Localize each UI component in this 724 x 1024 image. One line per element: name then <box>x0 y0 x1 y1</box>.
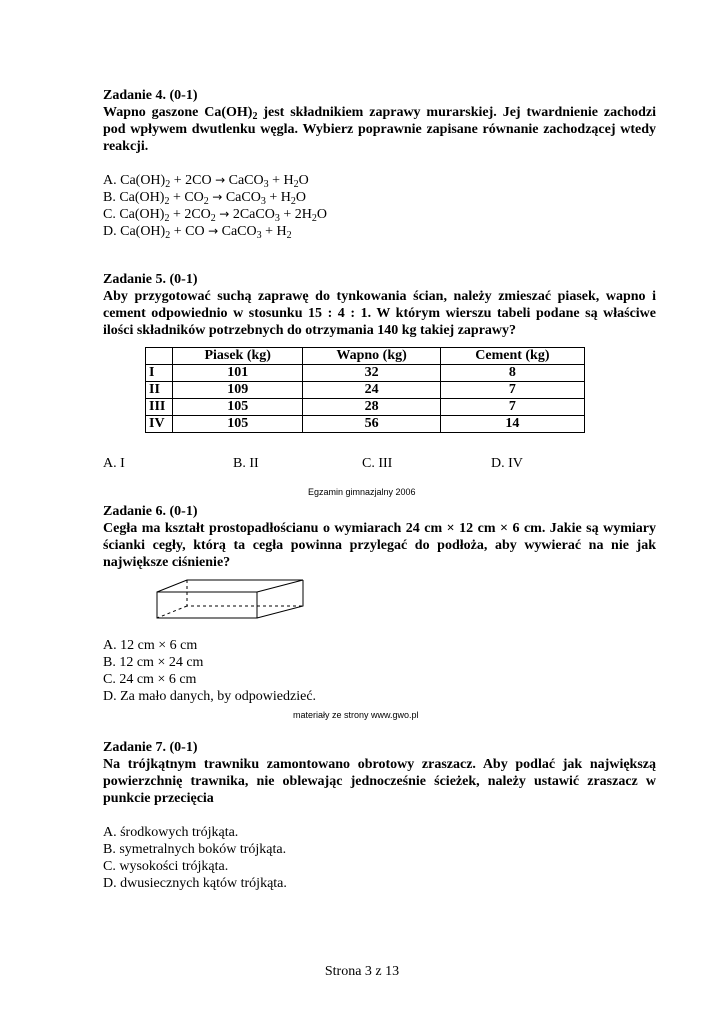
table-header: Piasek (kg) <box>173 348 303 365</box>
task-6 <box>103 503 656 571</box>
task-7-question: Na trójkątnym trawniku zamontowano obrotowy zraszacz. Aby podlać jak największą powierzchnię trawnika, nie oblewając jednocześnie ścieżek, należy ustawić zraszacz w punkcie przecięcia <box>103 757 656 806</box>
task-6-option-c: C. 24 cm × 6 cm <box>103 672 197 687</box>
task-6-question: Cegła ma kształt prostopadłościanu o wymiarach 24 cm × 12 cm × 6 cm. Jakie są wymiary ścianki cegły, którą ta cegła powinna przylegać do podłoża, aby wywierać na nie jak największe ciśnienie? <box>103 521 656 570</box>
table-header: Wapno (kg) <box>303 348 440 365</box>
table-cell: III <box>146 399 173 416</box>
table-header: Cement (kg) <box>440 348 584 365</box>
q4-sub: 2 <box>252 111 258 122</box>
task-5 <box>103 271 656 339</box>
table-cell: 105 <box>173 416 303 433</box>
task-4-question <box>103 104 656 155</box>
q4-part: jest składnikiem zaprawy murarskiej. Jej twardnienie zachodzi pod wpływem dwutlenku węgla. Wybierz poprawnie zapisane równanie zachodzącej wtedy reakcji. <box>103 105 656 154</box>
table-cell: 28 <box>303 399 440 416</box>
table-cell: 101 <box>173 365 303 382</box>
table-row <box>146 365 585 382</box>
task-6-options <box>103 637 656 705</box>
task-5-question: Aby przygotować suchą zaprawę do tynkowania ścian, należy zmieszać piasek, wapno i cement odpowiednio w stosunku 15 : 4 : 1. W którym wierszu tabeli podane są właściwe ilości składników potrzebnych do otrzymania 140 kg takiej zaprawy? <box>103 289 656 338</box>
table-row <box>146 399 585 416</box>
table-cell: 109 <box>173 382 303 399</box>
task-7 <box>103 739 656 892</box>
task-5-answer-a: A. I <box>103 456 125 471</box>
arrow-icon: → <box>208 224 219 238</box>
table-cell: 105 <box>173 399 303 416</box>
task-4-options <box>103 172 656 240</box>
table-cell: IV <box>146 416 173 433</box>
page-number: Strona 3 z 13 <box>324 964 400 979</box>
table-header-row <box>146 348 585 365</box>
arrow-icon: → <box>212 190 223 204</box>
table-cell: 8 <box>440 365 584 382</box>
table-cell: 32 <box>303 365 440 382</box>
brick-front-face <box>157 592 257 618</box>
table-cell: 7 <box>440 399 584 416</box>
task-4-option-d: D. $Ca(OH)_2$ + CO → CaCO$_3$ + $H_2$ <box>103 224 292 241</box>
arrow-icon: → <box>215 173 226 187</box>
task-7-option-b: B. symetralnych boków trójkąta. <box>103 842 287 857</box>
task-5-source: Egzamin gimnazjalny 2006 <box>308 487 416 497</box>
brick-top-face <box>157 580 303 592</box>
task-5-title: Zadanie 5. (0-1) <box>103 272 198 287</box>
task-5-answer-b: B. II <box>233 456 259 471</box>
q4-part: Wapno gaszone Ca(OH) <box>103 105 253 120</box>
task-4 <box>103 87 656 240</box>
table-cell: 56 <box>303 416 440 433</box>
table-cell: I <box>146 365 173 382</box>
task-6-title: Zadanie 6. (0-1) <box>103 504 198 519</box>
task-4-option-a: A. $Ca(OH)_2 + 2CO$ → CaCO$_3$ + $H_2O$ <box>103 173 309 190</box>
task-6-option-a: A. 12 cm × 6 cm <box>103 638 198 653</box>
task-5-answer-c: C. III <box>362 456 393 471</box>
task-6-option-d: D. Za mało danych, by odpowiedzieć. <box>103 689 317 704</box>
table-header <box>146 348 173 365</box>
task-4-title: Zadanie 4. (0-1) <box>103 88 198 103</box>
brick-hidden-edges <box>187 580 303 606</box>
table-cell: 24 <box>303 382 440 399</box>
table-row <box>146 382 585 399</box>
table-cell: 7 <box>440 382 584 399</box>
task-6-source: materiały ze strony www.gwo.pl <box>293 710 419 720</box>
task-6-answers <box>103 637 656 705</box>
table-cell: II <box>146 382 173 399</box>
table-cell: 14 <box>440 416 584 433</box>
table-row <box>146 416 585 433</box>
task-5-answer-d: D. IV <box>491 456 523 471</box>
task-7-title: Zadanie 7. (0-1) <box>103 740 198 755</box>
task-7-option-c: C. wysokości trójkąta. <box>103 859 229 874</box>
brick-hidden-edge <box>157 606 187 618</box>
brick-diagram <box>155 578 307 620</box>
task-4-option-b: B. $Ca(OH)_2 + CO_2$ → CaCO$_3$ + $H_2O$ <box>103 190 306 207</box>
mix-table <box>145 347 585 433</box>
task-7-option-d: D. dwusiecznych kątów trójkąta. <box>103 876 287 891</box>
task-7-options <box>103 824 656 892</box>
arrow-icon: → <box>219 207 230 221</box>
task-4-option-c: C. $Ca(OH)_2 + 2CO_2$ → 2CaCO$_3$ + $2H_2O$ <box>103 207 327 224</box>
task-6-option-b: B. 12 cm × 24 cm <box>103 655 204 670</box>
task-7-option-a: A. środkowych trójkąta. <box>103 825 239 840</box>
